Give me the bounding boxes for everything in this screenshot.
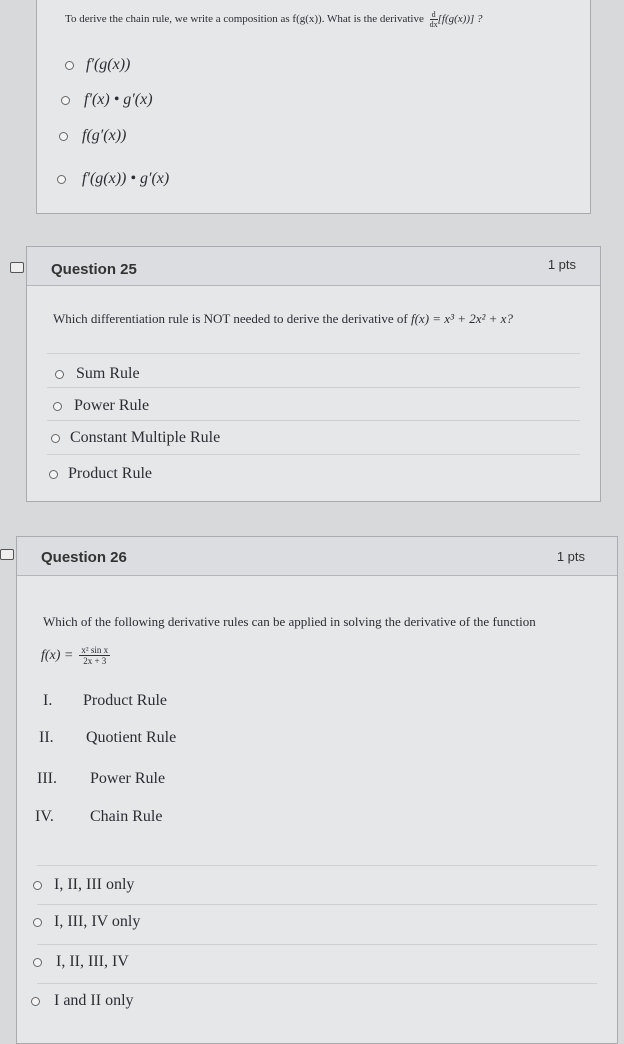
radio-button[interactable] — [51, 434, 60, 443]
q25-option-power-rule[interactable]: Power Rule — [53, 397, 149, 415]
rule-label: Product Rule — [83, 692, 167, 709]
radio-button[interactable] — [33, 918, 42, 927]
question-title: Question 25 — [51, 261, 137, 278]
q24-option-2[interactable]: f′(x) • g′(x) — [61, 91, 153, 109]
question-title: Question 26 — [41, 549, 127, 566]
rule-numeral: I. — [43, 692, 53, 709]
q24-option-4[interactable]: f′(g(x)) • g′(x) — [57, 170, 169, 188]
radio-button[interactable] — [33, 958, 42, 967]
q25-option-constant-multiple-rule[interactable]: Constant Multiple Rule — [51, 429, 220, 447]
q26-option-1[interactable]: I, II, III only — [33, 876, 134, 894]
q26-option-4[interactable]: I and II only — [31, 992, 134, 1010]
radio-button[interactable] — [49, 470, 58, 479]
bookmark-flag-icon[interactable] — [0, 549, 14, 560]
radio-button[interactable] — [55, 370, 64, 379]
radio-button[interactable] — [59, 132, 68, 141]
q25-option-product-rule[interactable]: Product Rule — [49, 465, 152, 483]
rule-numeral: III. — [37, 770, 57, 787]
radio-button[interactable] — [33, 881, 42, 890]
q24-option-1[interactable]: f′(g(x)) — [65, 56, 130, 74]
rule-numeral: IV. — [35, 808, 54, 825]
derivative-fraction: $\frac{d}{dx}$ — [429, 10, 438, 29]
question-25-card — [26, 246, 601, 502]
question-26-card — [16, 536, 618, 1044]
rule-label: Quotient Rule — [86, 729, 177, 746]
q26-option-3[interactable]: I, II, III, IV — [33, 953, 129, 971]
question-26-prompt: Which of the following derivative rules can be applied in solving the derivative of the function — [43, 614, 536, 629]
question-24-card — [36, 0, 591, 214]
function-fraction: $\frac{\text{x² sin x}}{2x + 3}$ — [81, 645, 109, 666]
rule-label: Power Rule — [90, 770, 166, 787]
question-points: 1 pts — [556, 549, 585, 564]
radio-button[interactable] — [53, 402, 62, 411]
rule-label: Chain Rule — [90, 808, 163, 825]
radio-button[interactable] — [65, 61, 74, 70]
q25-option-sum-rule[interactable]: Sum Rule — [55, 365, 140, 383]
q26-option-2[interactable]: I, III, IV only — [33, 913, 140, 931]
q24-option-3[interactable]: f(g′(x)) — [59, 127, 126, 145]
radio-button[interactable] — [31, 997, 40, 1006]
question-25-prompt: Which differentiation rule is NOT needed to derive the derivative of f(x) = x³ + 2x² + x? — [53, 311, 513, 326]
bookmark-flag-icon[interactable] — [10, 262, 24, 273]
question-points: 1 pts — [547, 257, 576, 272]
radio-button[interactable] — [57, 175, 66, 184]
function-definition: f(x) = $\frac{\text{x² sin x}}{2x + 3}$ — [41, 645, 109, 666]
radio-button[interactable] — [61, 96, 70, 105]
question-24-prompt: To derive the chain rule, we write a composition as f(g(x)). What is the derivative $\frac{d}{dx}$ [f(g(x))] ? — [65, 10, 483, 29]
rule-numeral: II. — [39, 729, 54, 746]
